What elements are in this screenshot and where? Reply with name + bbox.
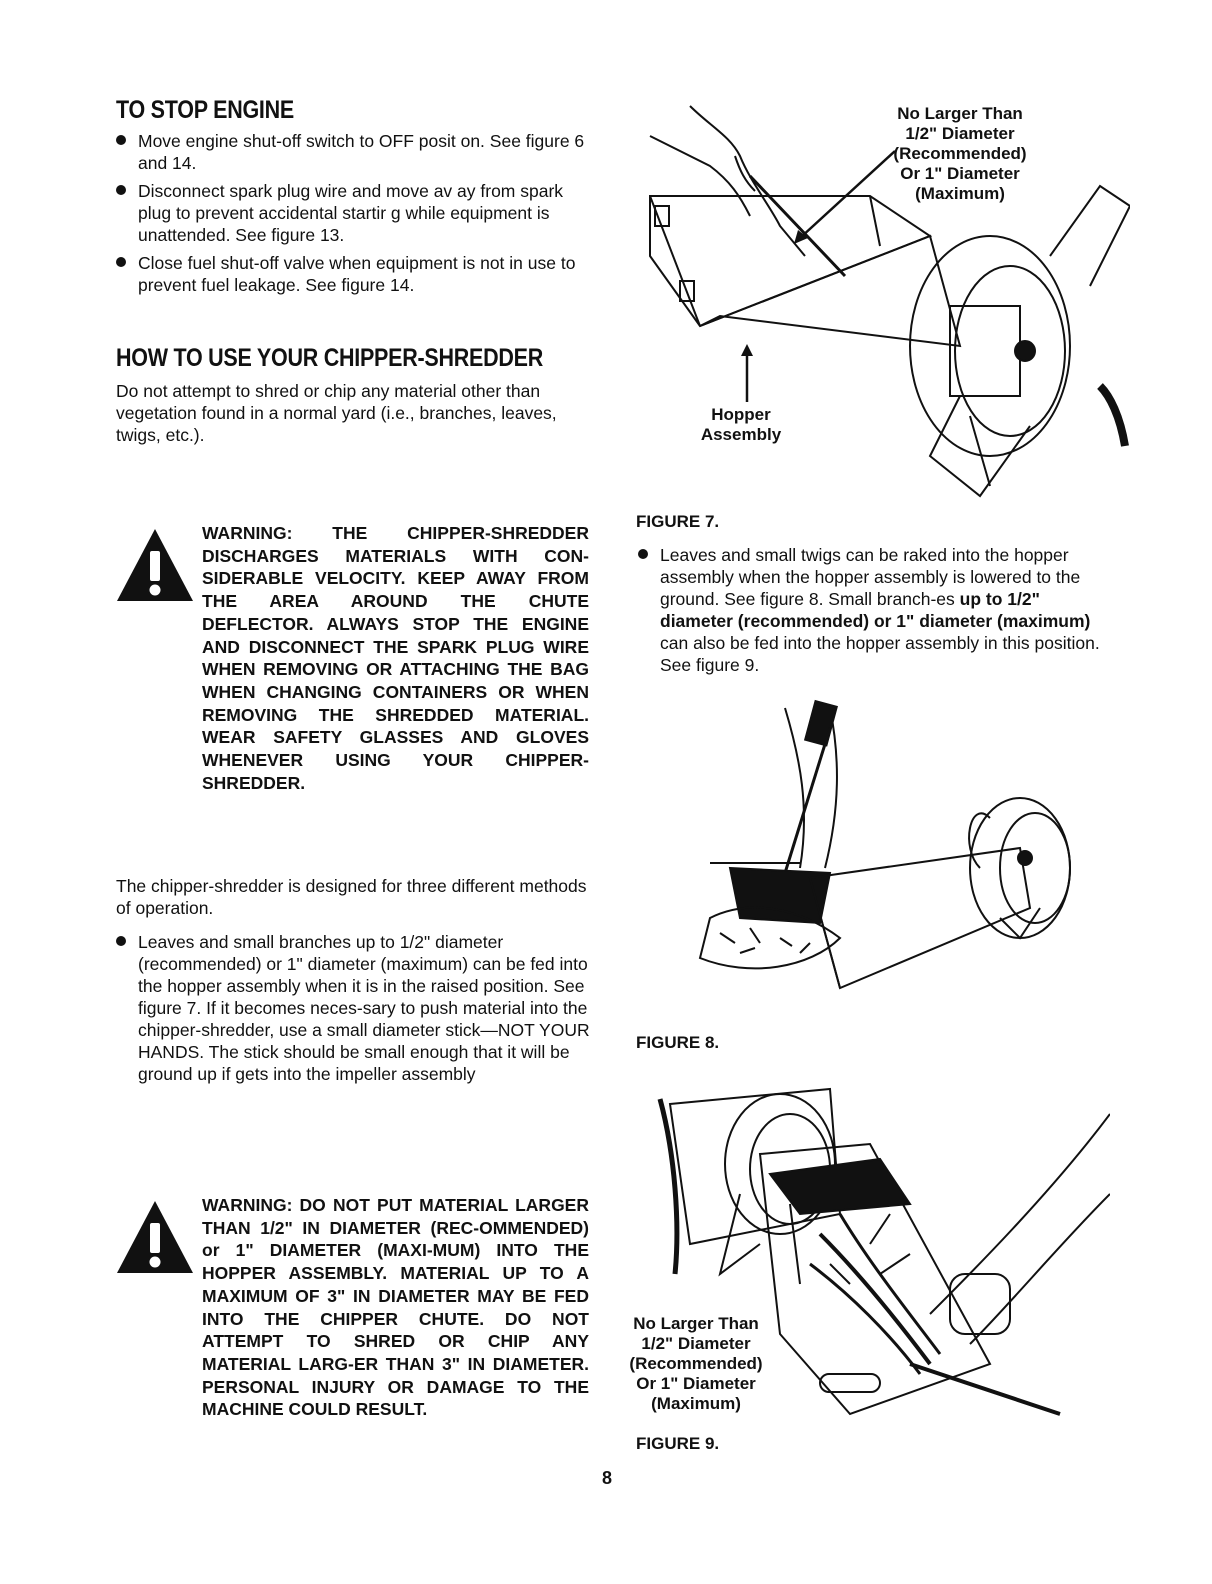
figure-7-label: FIGURE 7. bbox=[636, 512, 720, 531]
list-item: Leaves and small branches up to 1/2" diameter (recommended) or 1" diameter (maximum) can be fed into the hopper assembly when it is in the raised position. See figure 7. If it becomes neces-sary to push material into the chipper-shredder, use a small diameter stick—NOT YOUR HANDS. The stick should be small enough that it will be ground up if gets into the impeller assembly bbox=[116, 931, 592, 1085]
bullet-icon bbox=[116, 257, 126, 267]
hopper-assembly-callout: Hopper Assembly bbox=[700, 405, 782, 444]
figure-7-size-callout: No Larger Than 1/2" Diameter (Recommended) Or 1" Diameter (Maximum) bbox=[893, 104, 1027, 203]
warning-text-1: WARNING: THE CHIPPER-SHREDDER DISCHARGES MATERIALS WITH CON-SIDERABLE VELOCITY. KEEP AWAY FROM THE AREA AROUND THE CHUTE DEFLECTOR. ALWAYS STOP THE ENGINE AND DISCONNECT THE SPARK PLUG WIRE WHEN REMOVING OR ATTACHING THE BAG WHEN CHANGING CONTAINERS OR WHEN REMOVING THE SHREDDED MATERIAL. WEAR SAFETY GLASSES AND GLOVES WHENEVER USING YOUR CHIPPER-SHREDDER. bbox=[202, 523, 589, 793]
figure-8-label: FIGURE 8. bbox=[636, 1033, 720, 1052]
figure-8-illustration bbox=[690, 698, 1110, 1028]
stop-engine-heading: TO STOP ENGINE bbox=[116, 96, 295, 124]
figure-9-label: FIGURE 9. bbox=[636, 1434, 720, 1453]
figure-9-size-callout: No Larger Than 1/2" Diameter (Recommended) Or 1" Diameter (Maximum) bbox=[616, 1314, 776, 1414]
figure-7-text-list bbox=[638, 544, 1114, 682]
page-number: 8 bbox=[602, 1468, 613, 1488]
bullet-icon bbox=[116, 185, 126, 195]
bullet-icon bbox=[116, 936, 126, 946]
callout-leader-line bbox=[790, 146, 900, 246]
bullet-icon bbox=[116, 135, 126, 145]
warning-triangle-icon bbox=[115, 527, 195, 603]
list-item: Move engine shut-off switch to OFF posit on. See figure 6 and 14. bbox=[116, 130, 592, 174]
methods-list bbox=[116, 931, 592, 1091]
how-to-use-intro: Do not attempt to shred or chip any material other than vegetation found in a normal yard (i.e., branches, leaves, twigs, etc.). bbox=[116, 381, 557, 445]
warning-triangle-icon bbox=[115, 1199, 195, 1275]
list-item: Disconnect spark plug wire and move av ay from spark plug to prevent accidental startir g while equipment is unattended. See figure 13. bbox=[116, 180, 592, 246]
bullet-icon bbox=[638, 549, 648, 559]
hopper-arrow-icon bbox=[740, 344, 754, 404]
list-item: Close fuel shut-off valve when equipment is not in use to prevent fuel leakage. See figure 14. bbox=[116, 252, 592, 296]
methods-intro: The chipper-shredder is designed for three different methods of operation. bbox=[116, 876, 587, 918]
how-to-use-heading: HOW TO USE YOUR CHIPPER-SHREDDER bbox=[116, 344, 543, 372]
list-item: Leaves and small twigs can be raked into the hopper assembly when the hopper assembly is lowered to the ground. See figure 8. Small branch-es up to 1/2" diameter (recommended) or 1" diameter (maximum) can also be fed into the hopper assembly in this position. See figure 9. bbox=[638, 544, 1114, 676]
warning-text-2: WARNING: DO NOT PUT MATERIAL LARGER THAN 1/2" IN DIAMETER (REC-OMMENDED) or 1" DIAMETER (MAXI-MUM) INTO THE HOPPER ASSEMBLY. MATERIAL UP TO A MAXIMUM OF 3" IN DIAMETER MAY BE FED INTO THE CHIPPER CHUTE. DO NOT ATTEMPT TO SHRED OR CHIP ANY MATERIAL LARG-ER THAN 3" IN DIAMETER. PERSONAL INJURY OR DAMAGE TO THE MACHINE COULD RESULT. bbox=[202, 1195, 589, 1420]
stop-engine-list bbox=[116, 130, 592, 302]
